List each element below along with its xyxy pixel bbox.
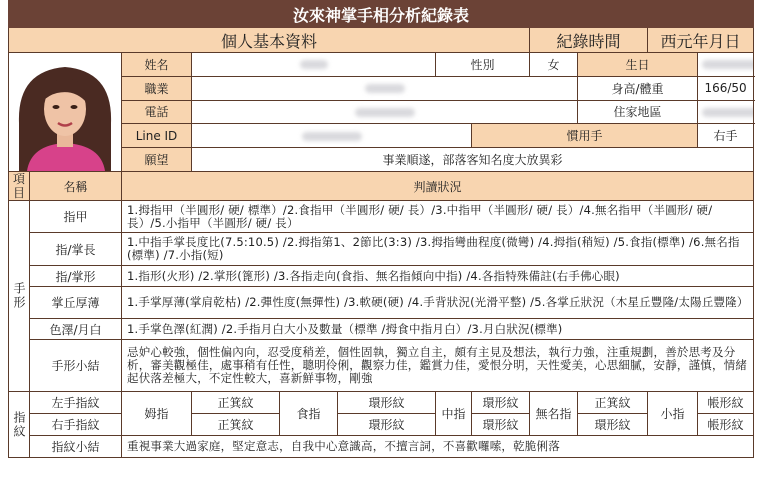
finger-name-little: 小指 (648, 392, 698, 436)
wish-label: 願望 (122, 148, 192, 172)
profile-row-1 (9, 53, 754, 77)
phone-label: 電話 (122, 100, 192, 124)
birthday-label: 生日 (578, 53, 698, 77)
birthday-value (698, 53, 754, 77)
record-time-value: 西元年月日 (648, 28, 754, 53)
finger-right-thumb: 正箕紋 (192, 414, 280, 436)
hand-shape-group-label: 手形 (9, 201, 30, 392)
hand-shape-row-mount (9, 287, 754, 319)
hand-shape-content-summary: 忌妒心較強，個性偏內向，忍受度稍差，個性固執，獨立自主，頗有主見及想法，執行力強，注重規劃，善於思考及分析，審美觀極佳，處事稍有任性，聰明伶俐，觀察力佳，鑑賞力佳，愛恨分明，天性愛美，心思細膩，安靜，謹慎，情緒起伏落差極大，不定性較大，喜新鮮事物，剛強 (122, 340, 754, 392)
hand-shape-row-length (9, 233, 754, 266)
fingerprint-row-right (9, 414, 754, 436)
name-label: 姓名 (122, 53, 192, 77)
hand-shape-content-length: 1.中指手掌長度比(7.5:10.5) /2.拇指第1、2節比(3:3) /3.拇指彎曲程度(微彎) /4.拇指(稍短) /5.食指(標準) /6.無名指(標準) /7.小指(短) (122, 233, 754, 266)
header-name: 名稱 (30, 172, 122, 201)
finger-left-index: 環形紋 (338, 392, 436, 414)
fingerprint-right-label: 右手指紋 (30, 414, 122, 436)
header-row (9, 28, 754, 53)
finger-name-index: 食指 (280, 392, 338, 436)
fingerprint-group-label: 指紋 (9, 392, 30, 458)
finger-right-middle: 環形紋 (472, 414, 530, 436)
height-weight-label: 身高/體重 (578, 76, 698, 100)
header-item: 項目 (9, 172, 30, 201)
gender-value: 女 (530, 53, 578, 77)
fingerprint-left-label: 左手指紋 (30, 392, 122, 414)
hand-shape-name-color: 色澤/月白 (30, 319, 122, 340)
hand-shape-row-form (9, 266, 754, 287)
address-value (698, 100, 754, 124)
hand-shape-row-nail (9, 201, 754, 233)
finger-left-middle: 環形紋 (472, 392, 530, 414)
finger-name-ring: 無名指 (530, 392, 578, 436)
height-weight-value: 166/50 (698, 76, 754, 100)
fingerprint-summary-label: 指紋小結 (30, 436, 122, 458)
hand-shape-row-color (9, 319, 754, 340)
finger-right-little: 帳形紋 (698, 414, 754, 436)
finger-right-index: 環形紋 (338, 414, 436, 436)
hand-shape-row-summary (9, 340, 754, 392)
lineid-label: Line ID (122, 124, 192, 148)
hand-shape-name-nail: 指甲 (30, 201, 122, 233)
finger-left-ring: 正箕紋 (578, 392, 648, 414)
header-analysis: 判讀狀況 (122, 172, 754, 201)
hand-value: 右手 (698, 124, 754, 148)
hand-shape-name-summary: 手形小結 (30, 340, 122, 392)
table-header-row (9, 172, 754, 201)
fingerprint-row-summary (9, 436, 754, 458)
record-time-label: 紀錄時間 (530, 28, 648, 53)
wish-value: 事業順遂，部落客知名度大放異彩 (192, 148, 754, 172)
fingerprint-row-left (9, 392, 754, 414)
portrait-photo-icon (9, 53, 122, 171)
hand-shape-name-form: 指/掌形 (30, 266, 122, 287)
fingerprint-summary-content: 重視事業大過家庭，堅定意志，自我中心意識高，不擅言詞，不喜歡囉嗦，乾脆俐落 (122, 436, 754, 458)
hand-label: 慣用手 (472, 124, 698, 148)
hand-shape-content-form: 1.指形(火形) /2.掌形(篦形) /3.各指走向(食指、無名指傾向中指) /4.各指特殊備註(右手佛心眼) (122, 266, 754, 287)
hand-shape-name-length: 指/掌長 (30, 233, 122, 266)
finger-right-ring: 環形紋 (578, 414, 648, 436)
gender-label: 性別 (436, 53, 530, 77)
lineid-value (192, 124, 472, 148)
finger-left-little: 帳形紋 (698, 392, 754, 414)
form-title: 汝來神掌手相分析紀錄表 (9, 1, 754, 28)
title-row (9, 1, 754, 28)
hand-shape-content-nail: 1.拇指甲（半圓形/ 硬/ 標準）/2.食指甲（半圓形/ 硬/ 長）/3.中指甲（半圓形/ 硬/ 長）/4.無名指甲（半圓形/ 硬/ 長）/5.小指甲（半圓形/ 硬/ 長） (122, 201, 754, 233)
palm-analysis-form (8, 0, 754, 458)
finger-left-thumb: 正箕紋 (192, 392, 280, 414)
hand-shape-content-mount: 1.手掌厚薄(掌肩乾枯) /2.彈性度(無彈性) /3.軟硬(硬) /4.手背狀況(光滑平整) /5.各掌丘狀況（木星丘豐隆/太陽丘豐隆） (122, 287, 754, 319)
section-title: 個人基本資料 (9, 28, 530, 53)
address-label: 住家地區 (578, 100, 698, 124)
portrait-photo (9, 53, 122, 172)
hand-shape-content-color: 1.手掌色澤(紅潤) /2.手指月白大小及數量（標準 /拇食中指月白）/3.月白狀況(標準) (122, 319, 754, 340)
finger-name-thumb: 姆指 (122, 392, 192, 436)
phone-value (192, 100, 578, 124)
job-value (192, 76, 578, 100)
name-value (192, 53, 436, 77)
finger-name-middle: 中指 (436, 392, 472, 436)
job-label: 職業 (122, 76, 192, 100)
hand-shape-name-mount: 掌丘厚薄 (30, 287, 122, 319)
